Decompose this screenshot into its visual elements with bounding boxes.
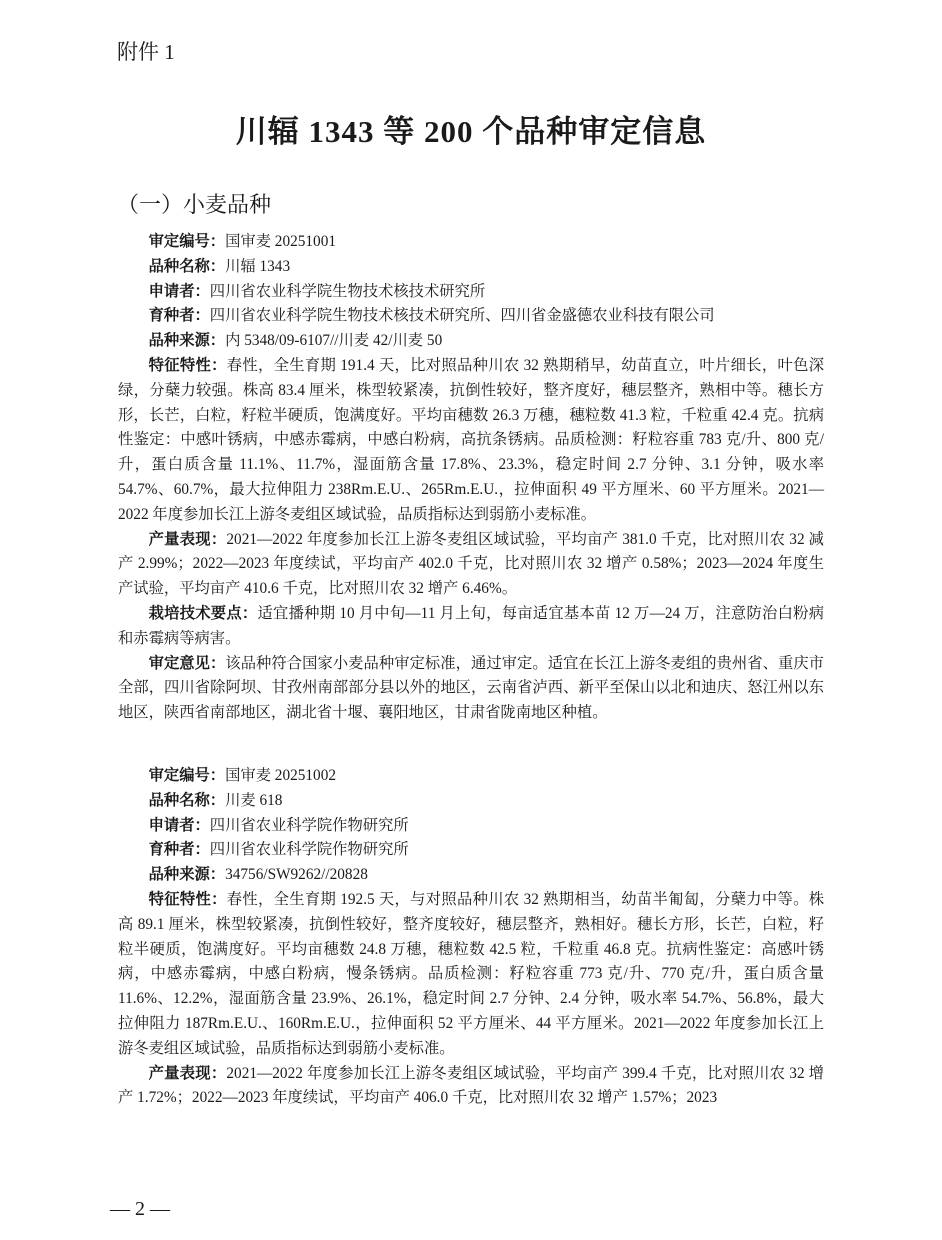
traits-paragraph: 特征特性：春性，全生育期 192.5 天，与对照品种川农 32 熟期相当，幼苗半匍匐，分蘖力中等。株高 89.1 厘米，株型较紧凑，抗倒性较好，整齐度较好，穗层整齐，熟相好。穗长方形，长芒，白粒，籽粒半硬质，饱满度好。平均亩穗数 24.8 万穗，穗粒数 42.5 粒，千粒重 46.8 克。抗病性鉴定：高感叶锈病，中感赤霉病，中感白粉病，慢条锈病。品质检测：籽粒容重 773 克/升、770 克/升，蛋白质含量 11.6%、12.2%，湿面筋含量 23.9%、26.1%，稳定时间 2.7 分钟、2.4 分钟，吸水率 54.7%、56.8%，最大拉伸阻力 187Rm.E.U.、160Rm.E.U.，拉伸面积 52 平方厘米、44 平方厘米。2021—2022 年度参加长江上游冬麦组区域试验，品质指标达到弱筋小麦标准。	[118, 890, 824, 1057]
breeder: 四川省农业科学院生物技术核技术研究所、四川省金盛德农业科技有限公司	[209, 307, 715, 325]
approval-code-line: 审定编号：国审麦 20251001	[148, 233, 336, 250]
variety-entry	[118, 764, 824, 1111]
variety-name-line: 品种名称：川辐 1343	[148, 257, 291, 275]
applicant: 四川省农业科学院生物技术核技术研究所	[209, 282, 486, 300]
cultivation-paragraph: 栽培技术要点：适宜播种期 10 月中旬—11 月上旬，每亩适宜基本苗 12 万—24 万，注意防治白粉病和赤霉病等病害。	[118, 604, 824, 647]
applicant-line: 申请者：四川省农业科学院生物技术核技术研究所	[148, 282, 486, 300]
applicant-line: 申请者：四川省农业科学院作物研究所	[148, 816, 409, 834]
variety-name-line: 品种名称：川麦 618	[148, 791, 283, 809]
variety-name: 川辐 1343	[225, 257, 291, 275]
variety-source: 内 5348/09-6107//川麦 42/川麦 50	[225, 332, 443, 350]
section-heading: （一）小麦品种	[117, 192, 272, 217]
opinion-paragraph: 审定意见：该品种符合国家小麦品种审定标准，通过审定。适宜在长江上游冬麦组的贵州省、重庆市全部，四川省除阿坝、甘孜州南部部分县以外的地区，云南省泸西、新平至保山以北和迪庆、怒江州以东地区，陕西省南部地区，湖北省十堰、襄阳地区，甘肃省陇南地区种植。	[118, 654, 824, 722]
breeder-line: 育种者：四川省农业科学院作物研究所	[148, 841, 409, 859]
source-line: 品种来源：内 5348/09-6107//川麦 42/川麦 50	[148, 332, 443, 350]
document-title: 川辐 1343 等 200 个品种审定信息	[235, 114, 707, 149]
variety-source: 34756/SW9262//20828	[225, 866, 368, 884]
traits-paragraph: 特征特性：春性，全生育期 191.4 天，比对照品种川农 32 熟期稍早，幼苗直立，叶片细长，叶色深绿，分蘖力较强。株高 83.4 厘米，株型较紧凑，抗倒性较好，整齐度好，穗层整齐，熟相中等。穗长方形，长芒，白粒，籽粒半硬质，饱满度好。平均亩穗数 26.3 万穗，穗粒数 41.3 粒，千粒重 42.4 克。抗病性鉴定：中感叶锈病，中感赤霉病，中感白粉病，高抗条锈病。品质检测：籽粒容重 783 克/升、800 克/升，蛋白质含量 11.1%、11.7%，湿面筋含量 17.8%、23.3%，稳定时间 2.7 分钟、3.1 分钟，吸水率 54.7%、60.7%，最大拉伸阻力 238Rm.E.U.、265Rm.E.U.，拉伸面积 49 平方厘米、60 平方厘米。2021—2022 年度参加长江上游冬麦组区域试验，品质指标达到弱筋小麦标准。	[118, 356, 824, 523]
yield-paragraph: 产量表现：2021—2022 年度参加长江上游冬麦组区域试验，平均亩产 381.0 千克，比对照川农 32 减产 2.99%；2022—2023 年度续试，平均亩产 402.0 千克，比对照川农 32 增产 0.58%；2023—2024 年度生产试验，平均亩产 410.6 千克，比对照川农 32 增产 6.46%。	[118, 530, 824, 598]
breeder: 四川省农业科学院作物研究所	[209, 841, 409, 859]
yield-paragraph: 产量表现：2021—2022 年度参加长江上游冬麦组区域试验，平均亩产 399.4 千克，比对照川农 32 增产 1.72%；2022—2023 年度续试，平均亩产 406.0 千克，比对照川农 32 增产 1.57%；2023	[118, 1064, 824, 1107]
page-number: — 2 —	[110, 1198, 170, 1220]
document-body	[118, 230, 824, 1111]
variety-name: 川麦 618	[225, 791, 283, 809]
source-line: 品种来源：34756/SW9262//20828	[148, 866, 368, 884]
approval-code-line: 审定编号：国审麦 20251002	[148, 766, 336, 784]
approval-code: 国审麦 20251001	[225, 233, 336, 250]
attachment-label: 附件 1	[117, 40, 175, 64]
applicant: 四川省农业科学院作物研究所	[209, 816, 409, 834]
approval-code: 国审麦 20251002	[225, 766, 336, 784]
variety-entry	[118, 230, 824, 726]
breeder-line: 育种者：四川省农业科学院生物技术核技术研究所、四川省金盛德农业科技有限公司	[148, 307, 715, 325]
